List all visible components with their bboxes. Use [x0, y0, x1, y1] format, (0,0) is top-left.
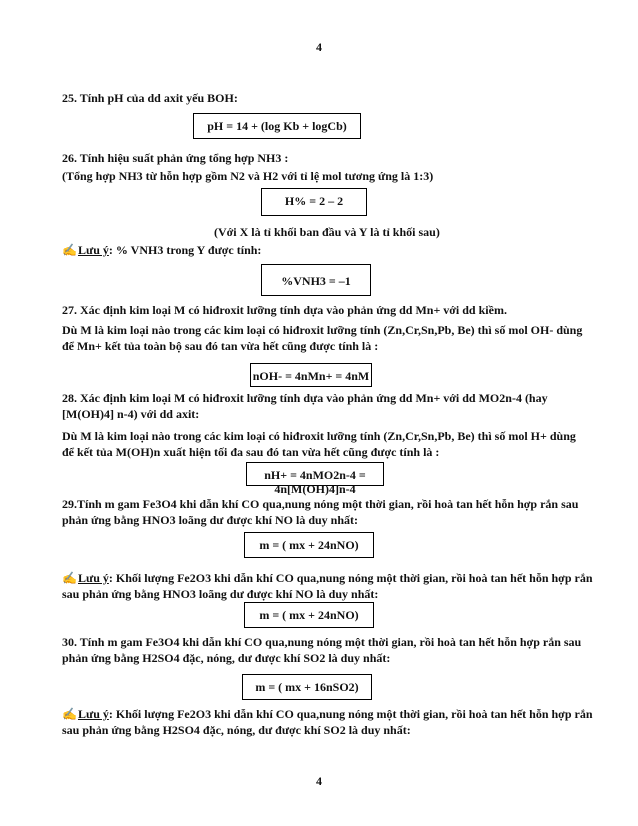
- section-29-heading-2: phản ứng bằng HNO3 loãng dư được khí NO là duy nhất:: [62, 513, 359, 527]
- section-28-heading-1: 28. Xác định kim loại M có hiđroxit lưỡng tính dựa vào phản ứng dd Mn+ với dd MO2n-4 (hay: [62, 391, 548, 405]
- formula-fe3o4-h2so4-box: m = ( mx + 16nSO2): [242, 674, 372, 700]
- note-label: Lưu ý: [78, 243, 109, 257]
- section-30-note-1: [62, 706, 593, 722]
- section-27-body-2: để Mn+ kết tủa toàn bộ sau đó tan vừa hết cũng được tính là :: [62, 339, 379, 353]
- section-27-body-1: Dù M là kim loại nào trong các kim loại có hiđroxit lưỡng tính (Zn,Cr,Sn,Pb, Be) thì số mol OH- dùng: [62, 323, 583, 337]
- section-26-note: [62, 242, 261, 258]
- section-28-heading-2: [M(OH)4] n-4) với dd axit:: [62, 407, 200, 421]
- writing-hand-icon: ✍: [62, 243, 77, 257]
- formula-volume-box: %VNH3 = –1: [261, 264, 371, 296]
- section-25-heading: 25. Tính pH của dd axit yếu BOH:: [62, 91, 238, 105]
- section-30-heading-2: phản ứng bằng H2SO4 đặc, nóng, dư được khí SO2 là duy nhất:: [62, 651, 391, 665]
- section-29-heading-1: 29.Tính m gam Fe3O4 khi dẫn khí CO qua,nung nóng một thời gian, rồi hoà tan hết hỗn hợp rắn sau: [62, 497, 579, 511]
- note-text: : Khối lượng Fe2O3 khi dẫn khí CO qua,nung nóng một thời gian, rồi hoà tan hết hỗn hợp rắn: [108, 707, 593, 721]
- formula-oh-box: nOH- = 4nMn+ = 4nM: [250, 363, 372, 387]
- page-number-top: 4: [316, 40, 322, 54]
- section-30-note-2: sau phản ứng bằng H2SO4 đặc, nóng, dư được khí SO2 là duy nhất:: [62, 723, 411, 737]
- formula-ph-box: pH = 14 + (log Kb + logCb): [193, 113, 361, 139]
- writing-hand-icon: ✍: [62, 571, 77, 585]
- formula-yield-box: H% = 2 – 2: [261, 188, 367, 216]
- section-29-note-2: sau phản ứng bằng HNO3 loãng dư được khí NO là duy nhất:: [62, 587, 379, 601]
- note-label: Lưu ý: [78, 707, 109, 721]
- note-label: Lưu ý: [78, 571, 109, 585]
- section-30-heading-1: 30. Tính m gam Fe3O4 khi dẫn khí CO qua,nung nóng một thời gian, rồi hoà tan hết hỗn hợp rắn sau: [62, 635, 582, 649]
- section-26-subheading: (Tổng hợp NH3 từ hỗn hợp gồm N2 và H2 với tỉ lệ mol tương ứng là 1:3): [62, 169, 434, 183]
- section-27-heading: 27. Xác định kim loại M có hiđroxit lưỡng tính dựa vào phản ứng dd Mn+ với dd kiềm.: [62, 303, 507, 317]
- section-28-body-1: Dù M là kim loại nào trong các kim loại có hiđroxit lưỡng tính (Zn,Cr,Sn,Pb, Be) thì số mol H+ dùng: [62, 429, 576, 443]
- section-26-heading: 26. Tính hiệu suất phản ứng tổng hợp NH3 :: [62, 151, 289, 165]
- section-28-body-2: để kết tủa M(OH)n xuất hiện tối đa sau đó tan vừa hết cũng được tính là :: [62, 445, 440, 459]
- page-number-bottom: 4: [316, 774, 322, 788]
- formula-fe2o3-hno3-box: m = ( mx + 24nNO): [244, 602, 374, 628]
- note-text: : % VNH3 trong Y được tính:: [108, 243, 262, 257]
- note-text: : Khối lượng Fe2O3 khi dẫn khí CO qua,nung nóng một thời gian, rồi hoà tan hết hỗn hợp rắn: [108, 571, 593, 585]
- formula-fe3o4-hno3-box: m = ( mx + 24nNO): [244, 532, 374, 558]
- section-26-caption: (Với X là tỉ khối ban đầu và Y là tỉ khối sau): [214, 225, 440, 239]
- section-29-note-1: [62, 570, 593, 586]
- formula-h-box: nH+ = 4nMO2n-4 = 4n[M(OH)4]n-4: [246, 462, 384, 486]
- writing-hand-icon: ✍: [62, 707, 77, 721]
